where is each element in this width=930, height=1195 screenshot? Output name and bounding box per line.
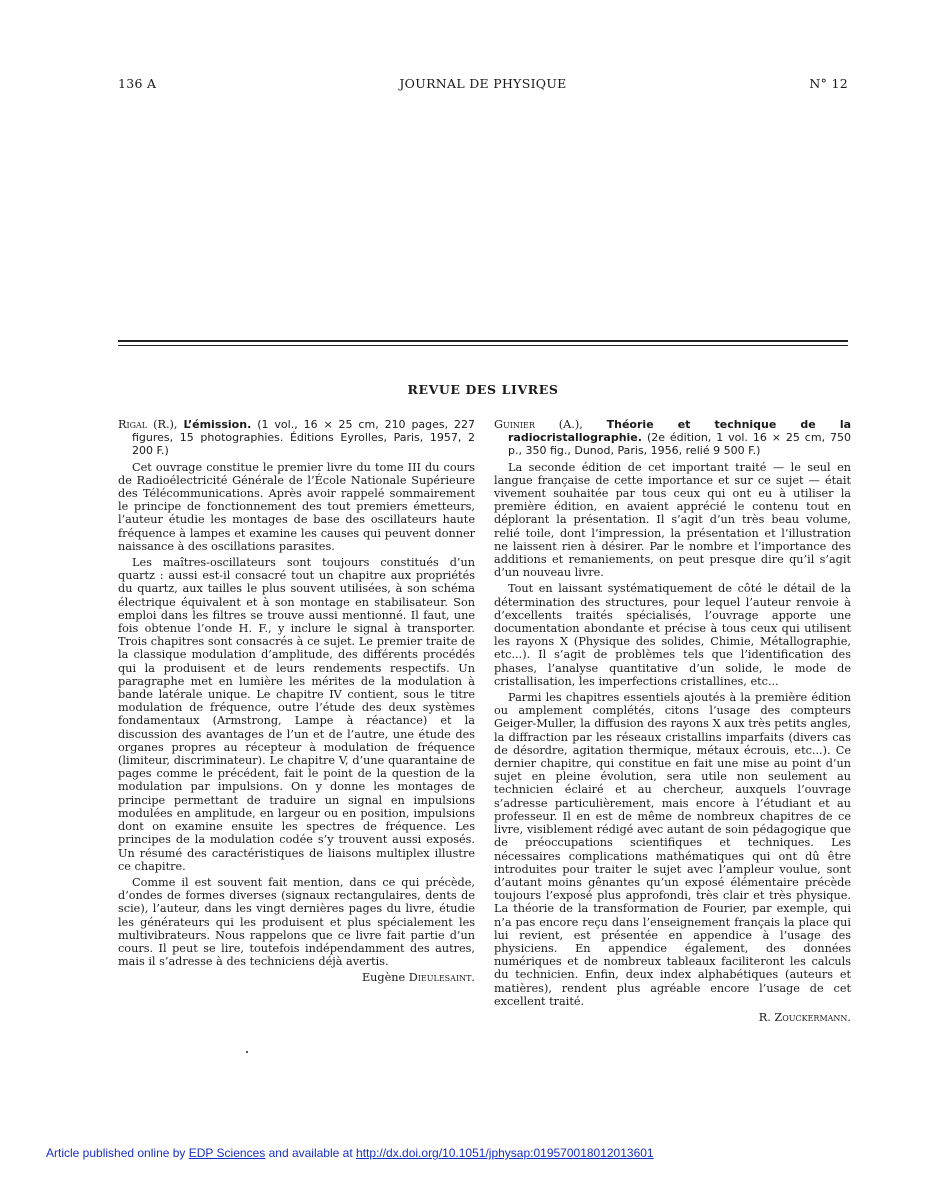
review-rigal: [118, 418, 475, 985]
reviewer-last-name: Dieulesaint.: [408, 971, 475, 985]
author-initial: (R.),: [153, 418, 178, 431]
author-name: Rigal: [118, 418, 148, 431]
review-paragraph: La seconde édition de cet important traité — le seul en langue française de cette importance et sur ce sujet — était vivement souhaitée par tous ceux qui ont eu à utiliser la première édition, en avaient apprécié le contenu tout en déplorant la présentation. Il s’agit d’un très beau volume, relié toile, dont l’impression, la présentation et l’illustration ne laissent rien à désirer. Par le nombre et l’importance des additions et remaniements, on peut presque dire qu’il s’agit d’un nouveau livre.: [494, 460, 851, 580]
review-paragraph: Les maîtres-oscillateurs sont toujours constitués d’un quartz : aussi est-il consacré tout un chapitre aux propriétés du quartz, aux tailles le plus souvent utilisées, à son schéma électrique équivalent et à son montage en stabilisateur. Son emploi dans les filtres se trouve aussi mentionné. Il faut, une fois obtenue l’onde H. F., y inclure le signal à transporter. Trois chapitres sont consacrés à ce sujet. Le premier traite de la classique modulation d’amplitude, des différents procédés qui la produisent et de leurs rendements respectifs. Un paragraphe met en lumière les mérites de la modulation à bande latérale unique. Le chapitre IV contient, sous le titre modulation de fréquence, outre l’étude des deux systèmes fondamentaux (Armstrong, Lampe à réactance) et la discussion des avantages de l’un et de l’autre, une étude des organes propres au récepteur à modulation de fréquence (limiteur, discriminateur). Le chapitre V, d’une quarantaine de pages comme le précédent, fait le point de la question de la modulation par impulsions. On y donne les montages de principe permettant de traduire un signal en impulsions modulées en amplitude, en largeur ou en position, impulsions dont on examine ensuite les spectres de fréquence. Les principes de la modulation codée s’y trouvent aussi exposés. Un résumé des caractéristiques de liaisons multiplex illustre ce chapitre.: [118, 556, 475, 873]
review-paragraph: Parmi les chapitres essentiels ajoutés à la première édition ou amplement complétés, citons l’usage des compteurs Geiger-Muller, la diffusion des rayons X aux très petits angles, la diffraction par les réseaux cristallins imparfaits (divers cas de désordre, agitation thermique, métaux écrouis, etc...). Ce dernier chapitre, qui constitue en fait une mise au point d’un sujet en pleine évolution, sera utile non seulement au technicien éclairé et au chercheur, auxquels l’ouvrage s’adresse particulièrement, mais encore à l’étudiant et au professeur. Il en est de même de nombreux chapitres de ce livre, visiblement rédigé avec autant de soin pédagogique que de préoccupations scientifiques et techniques. Les nécessaires complications mathématiques qui ont dû être introduites pour traiter le sujet avec l’ampleur voulue, sont d’autant moins gênantes qu’un exposé élémentaire précède toujours l’exposé plus approfondi, très clair et très physique. La théorie de la transformation de Fourier, par exemple, qui n’a pas encore reçu dans l’enseignement français la place qui lui revient, est présentée en appendice à l’usage des physiciens. En appendice également, des données numériques et de nombreux tableaux faciliteront les calculs du technicien. Enfin, deux index alphabétiques (auteurs et matières), rendent plus agréable encore l’usage de cet excellent traité.: [494, 691, 851, 1008]
review-paragraph: Comme il est souvent fait mention, dans ce qui précède, d’ondes de formes diverses (signaux rectangulaires, dents de scie), l’auteur, dans les vingt dernières pages du livre, étudie les générateurs qui les produisent et plus spécialement les multivibrateurs. Nous rappelons que ce livre fait partie d’un cours. Il peut se lire, toutefois indépendamment des autres, mais il s’adresse à des techniciens déjà avertis.: [118, 875, 475, 969]
publisher-link[interactable]: EDP Sciences: [188, 1146, 266, 1160]
review-guinier: [494, 418, 851, 1024]
section-divider-thick: [118, 340, 848, 342]
publication-footer: [46, 1146, 654, 1160]
reviewer-last-name: Zouckermann.: [774, 1010, 851, 1024]
print-speck: [246, 1051, 248, 1053]
author-name: Guinier: [494, 418, 535, 431]
reviewer-signature: [118, 971, 475, 984]
running-head: [118, 76, 848, 92]
issue-number: N° 12: [809, 76, 848, 91]
footer-prefix: Article published online by: [46, 1146, 186, 1160]
review-paragraph: Cet ouvrage constitue le premier livre du tome III du cours de Radioélectricité Générale de l’École Nationale Supérieure des Télécommunications. Après avoir rappelé sommairement le principe de fonctionnement des tout premiers émetteurs, l’auteur étudie les montages de base des oscillateurs haute fréquence à lampes et examine les causes qui peuvent donner naissance à des oscillations parasites.: [118, 460, 475, 553]
page-number: 136 A: [118, 76, 157, 91]
review-paragraph: Tout en laissant systématiquement de côté le détail de la détermination des structures, pour lequel l’auteur renvoie à d’excellents traités spécialisés, l’ouvrage apporte une documentation abondante et précise à tous ceux qui utilisent les rayons X (Physique des solides, Chimie, Métallographie, etc...). Il s’agit de problèmes tels que l’identification des phases, l’analyse quantitative d’un solide, le mode de cristallisation, les imperfections cristallines, etc...: [494, 582, 851, 688]
review-heading: [118, 418, 475, 458]
author-initial: (A.),: [558, 418, 583, 431]
doi-link[interactable]: http://dx.doi.org/10.1051/jphysap:019570018012013601: [356, 1146, 654, 1160]
journal-title: JOURNAL DE PHYSIQUE: [399, 76, 567, 91]
book-title: Théorie et technique de la radiocristallographie.: [508, 418, 852, 445]
reviewer-first-name: R.: [758, 1010, 771, 1024]
section-title: REVUE DES LIVRES: [407, 382, 559, 397]
section-divider-thin: [118, 345, 848, 346]
book-title: L’émission.: [183, 418, 252, 431]
review-heading: [494, 418, 851, 458]
footer-middle: and available at: [268, 1146, 353, 1160]
reviewer-signature: [494, 1011, 851, 1024]
reviewer-first-name: Eugène: [361, 971, 406, 985]
book-details: (1 vol., 16 × 25 cm, 210 pages, 227 figures, 15 photographies. Éditions Eyrolles, Paris, 1957, 2 200 F.): [132, 418, 476, 458]
book-details: (2e édition, 1 vol. 16 × 25 cm, 750 p., 350 fig., Dunod, Paris, 1956, relié 9 500 F.): [508, 431, 851, 458]
